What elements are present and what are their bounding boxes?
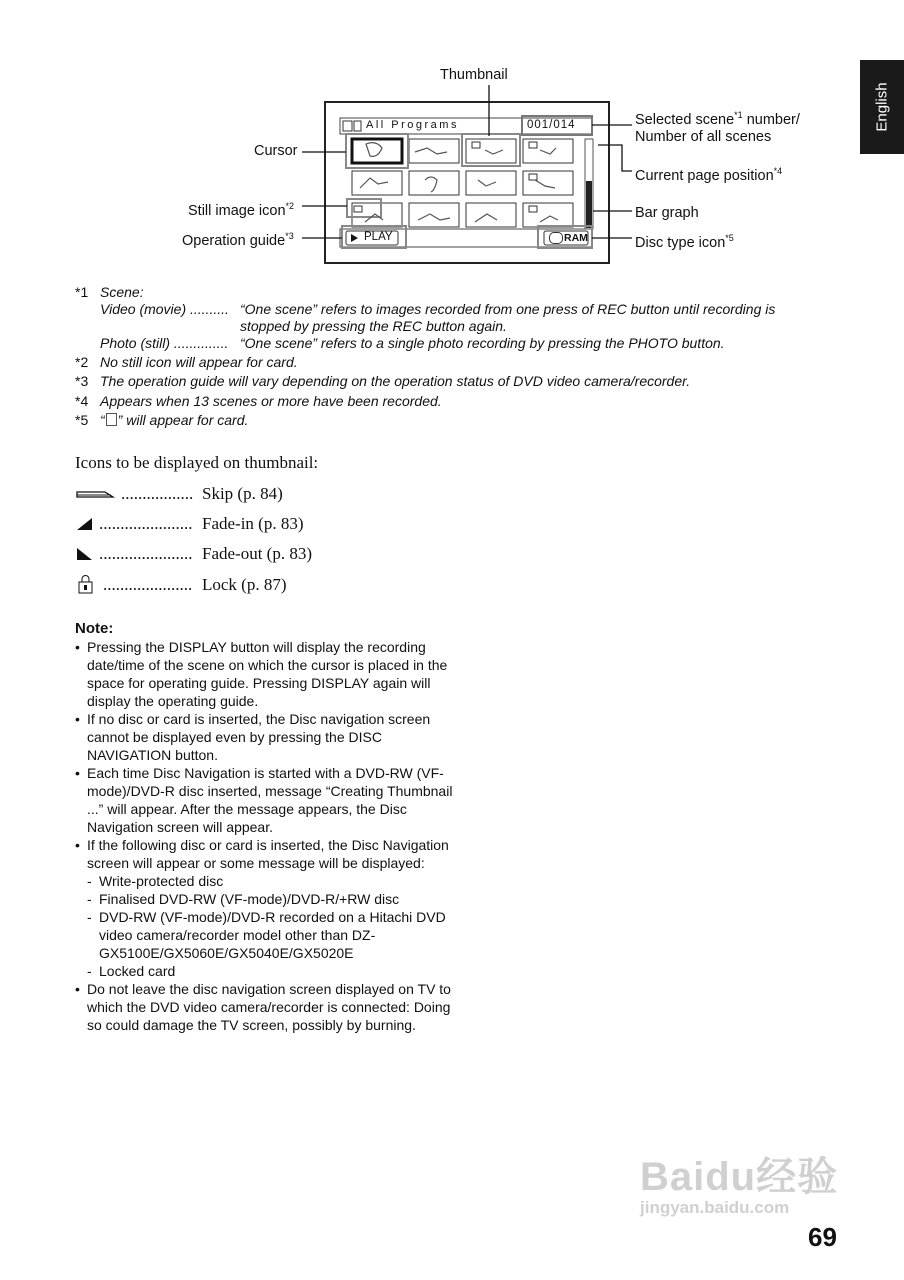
bar-graph-fill [586,181,592,228]
note-list [75,638,455,1034]
footnote-video: Video (movie) .......... [100,301,229,317]
icon-row-fade-out: ...................... Fade-out (p. 83) [75,544,335,566]
watermark [640,1145,838,1218]
thumb-3 [466,139,516,163]
page-number: 69 [808,1222,837,1252]
icon-row-fade-in: ...................... Fade-in (p. 83) [75,514,335,536]
thumb-7 [466,171,516,195]
icon-row-lock: ..................... Lock (p. 87) [75,575,335,597]
footnote-video-text-1: “One scene” refers to images recorded from one press of REC button until recording is [240,301,776,317]
thumb-11 [466,203,516,227]
thumb-4 [523,139,573,163]
note-item: • Each time Disc Navigation is started with a DVD-RW (VF-mode)/DVD-R disc inserted, message “Creating Thumbnail ...” will appear. After the message appears, the Disc Navigation screen will appear. [75,764,455,836]
note-item: • Do not leave the disc navigation screen displayed on TV to which the DVD video camera/recorder is connected: Doing so could damage the TV screen, possibly by burning. [75,980,455,1034]
note-subitem: - Locked card [75,962,455,980]
operation-guide-label: Operation guide$^{*3}$ [182,231,294,249]
card-icon [106,413,117,426]
thumb-12 [523,203,573,227]
lock-icon [77,575,95,595]
current-page-label: Current page position$^{*4}$ [635,166,783,184]
footnote-video-text-2: stopped by pressing the REC button again. [240,318,507,334]
note-subitem: - Write-protected disc [75,872,455,890]
disc-type-label: Disc type icon$^{*5}$ [635,233,734,251]
footnote-photo: Photo (still) .............. [100,335,229,351]
note-item: • Pressing the DISPLAY button will display the recording date/time of the scene on which the cursor is placed in the space for operating guide. Pressing DISPLAY again will display the operating guide. [75,638,455,710]
icons-heading: Icons to be displayed on thumbnail: [75,453,319,472]
skip-icon [75,485,115,501]
fade-in-icon [75,516,95,532]
note-item: • If no disc or card is inserted, the Disc navigation screen cannot be displayed even by pressing the DISC NAVIGATION button. [75,710,455,764]
footnote-photo-text: “One scene” refers to a single photo recording by pressing the PHOTO button. [240,335,725,351]
play-label: PLAY [364,231,393,243]
language-tab-label: English [873,82,891,132]
cursor-label: Cursor [254,143,298,159]
fade-out-icon [75,546,95,562]
note-title: Note: [75,620,114,637]
selected-scene-label: Selected scene$^{*1}$ number/ Number of all scenes [635,110,800,145]
scene-counter: 001/014 [527,119,576,131]
thumb-10 [409,203,459,227]
bar-graph-label: Bar graph [635,205,699,221]
still-icon-label: Still image icon$^{*2}$ [188,201,295,219]
screen-title: All Programs [366,119,459,131]
thumbnail-label: Thumbnail [440,67,508,83]
thumb-1 [352,139,402,163]
note-subitem: - Finalised DVD-RW (VF-mode)/DVD-R/+RW disc [75,890,455,908]
watermark-url: jingyan.baidu.com [640,1198,790,1217]
disc-icon [549,232,563,244]
note-item: • If the following disc or card is inserted, the Disc Navigation screen will appear or some message will be displayed: [75,836,455,872]
watermark-logo: Baidu经验 [640,1155,839,1199]
icon-row-skip: ................. Skip (p. 84) [75,484,335,506]
thumb-6 [409,171,459,195]
note-subitem: - DVD-RW (VF-mode)/DVD-R recorded on a Hitachi DVD video camera/recorder model other than DZ-GX5100E/GX5060E/GX5040E/GX5020E [75,908,455,962]
thumb-8 [523,171,573,195]
ram-label: RAM [564,232,588,244]
